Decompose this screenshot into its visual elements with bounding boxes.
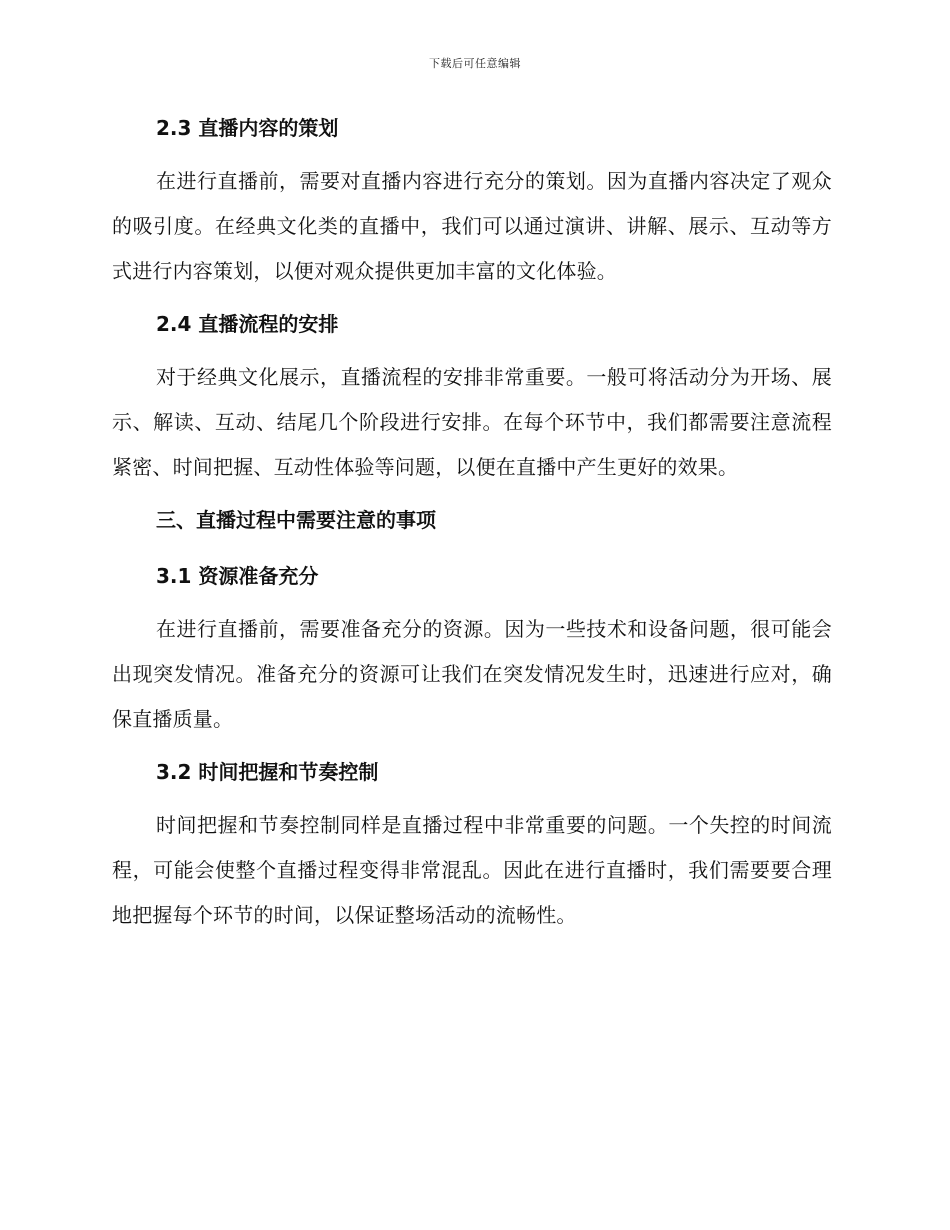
section-paragraph-2-4: 对于经典文化展示，直播流程的安排非常重要。一般可将活动分为开场、展示、解读、互动、结尾几个阶段进行安排。在每个环节中，我们都需要注意流程紧密、时间把握、互动性体验等问题，以便在直播中产生更好的效果。 (112, 365, 832, 479)
page-header: 下载后可任意编辑 (429, 57, 521, 70)
document-body (112, 112, 832, 938)
section-heading-2-3: 2.3 直播内容的策划 (156, 116, 339, 140)
section-paragraph-3-1: 在进行直播前，需要准备充分的资源。因为一些技术和设备问题，很可能会出现突发情况。准备充分的资源可让我们在突发情况发生时，迅速进行应对，确保直播质量。 (112, 617, 832, 731)
section-paragraph-3-2: 时间把握和节奏控制同样是直播过程中非常重要的问题。一个失控的时间流程，可能会使整个直播过程变得非常混乱。因此在进行直播时，我们需要要合理地把握每个环节的时间，以保证整场活动的流畅性。 (112, 813, 832, 927)
section-paragraph-2-3: 在进行直播前，需要对直播内容进行充分的策划。因为直播内容决定了观众的吸引度。在经典文化类的直播中，我们可以通过演讲、讲解、展示、互动等方式进行内容策划，以便对观众提供更加丰富的文化体验。 (112, 169, 832, 283)
chapter-heading-3: 三、直播过程中需要注意的事项 (156, 508, 436, 532)
section-heading-3-1: 3.1 资源准备充分 (156, 564, 319, 588)
section-heading-2-4: 2.4 直播流程的安排 (156, 312, 339, 336)
section-heading-3-2: 3.2 时间把握和节奏控制 (156, 760, 379, 784)
